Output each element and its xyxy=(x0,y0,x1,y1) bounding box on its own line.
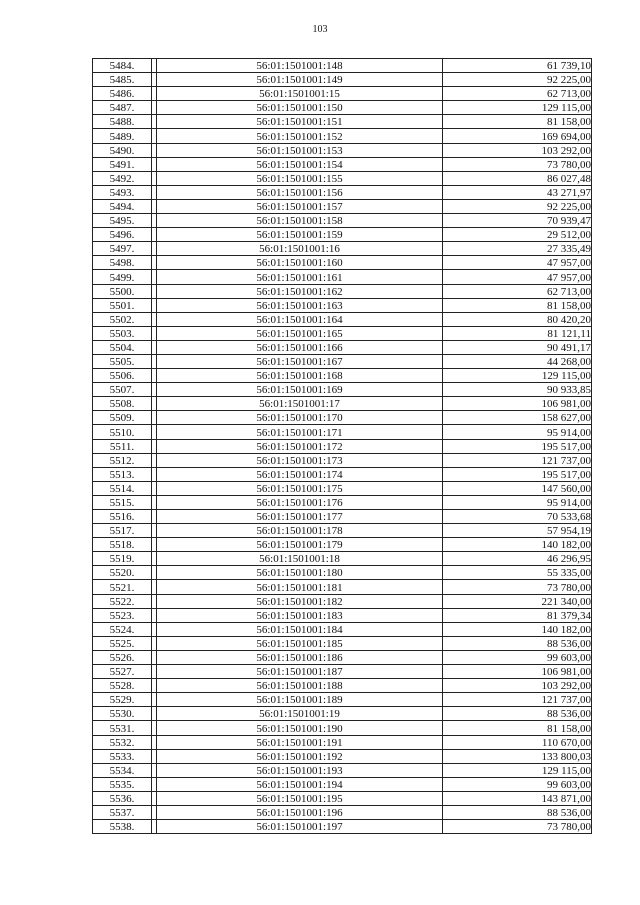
table-row xyxy=(92,678,592,692)
cadastral-value-cell: 81 158,00 xyxy=(442,720,592,734)
table-row xyxy=(92,241,592,255)
table-row xyxy=(92,509,592,523)
table-row xyxy=(92,255,592,269)
row-number-cell: 5493. xyxy=(92,185,152,199)
cadastral-number-cell: 56:01:1501001:159 xyxy=(156,227,442,241)
cadastral-number-cell: 56:01:1501001:178 xyxy=(156,523,442,537)
cadastral-value-cell: 81 158,00 xyxy=(442,298,592,312)
cadastral-value-cell: 110 670,00 xyxy=(442,735,592,749)
table-row xyxy=(92,551,592,565)
table-row xyxy=(92,777,592,791)
cadastral-number-cell: 56:01:1501001:175 xyxy=(156,481,442,495)
cadastral-value-cell: 103 292,00 xyxy=(442,143,592,157)
table-row xyxy=(92,735,592,749)
table-row xyxy=(92,100,592,114)
cadastral-value-cell: 73 780,00 xyxy=(442,819,592,834)
table-row xyxy=(92,86,592,100)
cadastral-number-cell: 56:01:1501001:197 xyxy=(156,819,442,834)
cadastral-number-cell: 56:01:1501001:17 xyxy=(156,396,442,410)
table-row xyxy=(92,157,592,171)
cadastral-number-cell: 56:01:1501001:150 xyxy=(156,100,442,114)
cadastral-value-cell: 80 420,20 xyxy=(442,312,592,326)
cadastral-number-cell: 56:01:1501001:158 xyxy=(156,213,442,227)
cadastral-number-cell: 56:01:1501001:183 xyxy=(156,608,442,622)
row-number-cell: 5506. xyxy=(92,368,152,382)
cadastral-value-cell: 70 533,68 xyxy=(442,509,592,523)
row-number-cell: 5499. xyxy=(92,269,152,283)
table-row xyxy=(92,368,592,382)
table-row xyxy=(92,749,592,763)
cadastral-value-cell: 158 627,00 xyxy=(442,410,592,424)
row-number-cell: 5515. xyxy=(92,495,152,509)
table-row xyxy=(92,453,592,467)
cadastral-value-cell: 90 933,85 xyxy=(442,382,592,396)
cadastral-number-cell: 56:01:1501001:187 xyxy=(156,664,442,678)
table-row xyxy=(92,312,592,326)
row-number-cell: 5530. xyxy=(92,706,152,720)
row-number-cell: 5532. xyxy=(92,735,152,749)
cadastral-number-cell: 56:01:1501001:181 xyxy=(156,579,442,593)
row-number-cell: 5507. xyxy=(92,382,152,396)
cadastral-number-cell: 56:01:1501001:163 xyxy=(156,298,442,312)
cadastral-value-cell: 106 981,00 xyxy=(442,664,592,678)
row-number-cell: 5522. xyxy=(92,594,152,608)
cadastral-number-cell: 56:01:1501001:160 xyxy=(156,255,442,269)
cadastral-number-cell: 56:01:1501001:171 xyxy=(156,424,442,438)
cadastral-value-cell: 88 536,00 xyxy=(442,636,592,650)
cadastral-number-cell: 56:01:1501001:179 xyxy=(156,537,442,551)
cadastral-number-cell: 56:01:1501001:185 xyxy=(156,636,442,650)
cadastral-number-cell: 56:01:1501001:192 xyxy=(156,749,442,763)
row-number-cell: 5495. xyxy=(92,213,152,227)
table-row xyxy=(92,763,592,777)
cadastral-value-cell: 81 158,00 xyxy=(442,114,592,128)
cadastral-value-cell: 73 780,00 xyxy=(442,157,592,171)
cadastral-number-cell: 56:01:1501001:166 xyxy=(156,340,442,354)
cadastral-number-cell: 56:01:1501001:194 xyxy=(156,777,442,791)
cadastral-number-cell: 56:01:1501001:191 xyxy=(156,735,442,749)
table-row xyxy=(92,424,592,438)
cadastral-value-cell: 44 268,00 xyxy=(442,354,592,368)
row-number-cell: 5504. xyxy=(92,340,152,354)
page-number: 103 xyxy=(312,24,328,35)
table-row xyxy=(92,213,592,227)
cadastral-value-cell: 129 115,00 xyxy=(442,368,592,382)
cadastral-value-cell: 129 115,00 xyxy=(442,100,592,114)
cadastral-value-cell: 27 335,49 xyxy=(442,241,592,255)
cadastral-number-cell: 56:01:1501001:195 xyxy=(156,791,442,805)
table-row xyxy=(92,495,592,509)
table-row xyxy=(92,664,592,678)
cadastral-number-cell: 56:01:1501001:165 xyxy=(156,326,442,340)
row-number-cell: 5512. xyxy=(92,453,152,467)
cadastral-number-cell: 56:01:1501001:172 xyxy=(156,439,442,453)
cadastral-number-cell: 56:01:1501001:18 xyxy=(156,551,442,565)
row-number-cell: 5490. xyxy=(92,143,152,157)
table-row xyxy=(92,537,592,551)
row-number-cell: 5500. xyxy=(92,284,152,298)
cadastral-value-cell: 29 512,00 xyxy=(442,227,592,241)
cadastral-number-cell: 56:01:1501001:173 xyxy=(156,453,442,467)
row-number-cell: 5494. xyxy=(92,199,152,213)
row-number-cell: 5537. xyxy=(92,805,152,819)
cadastral-number-cell: 56:01:1501001:170 xyxy=(156,410,442,424)
table-row xyxy=(92,382,592,396)
table-row xyxy=(92,622,592,636)
cadastral-value-cell: 169 694,00 xyxy=(442,128,592,142)
row-number-cell: 5534. xyxy=(92,763,152,777)
row-number-cell: 5524. xyxy=(92,622,152,636)
cadastral-value-cell: 70 939,47 xyxy=(442,213,592,227)
cadastral-value-cell: 143 871,00 xyxy=(442,791,592,805)
cadastral-value-cell: 81 379,34 xyxy=(442,608,592,622)
table-row xyxy=(92,594,592,608)
cadastral-value-cell: 86 027,48 xyxy=(442,171,592,185)
table-row xyxy=(92,523,592,537)
row-number-cell: 5484. xyxy=(92,58,152,72)
cadastral-number-cell: 56:01:1501001:148 xyxy=(156,58,442,72)
row-number-cell: 5538. xyxy=(92,819,152,834)
cadastral-value-cell: 47 957,00 xyxy=(442,255,592,269)
row-number-cell: 5516. xyxy=(92,509,152,523)
cadastral-number-cell: 56:01:1501001:193 xyxy=(156,763,442,777)
row-number-cell: 5501. xyxy=(92,298,152,312)
cadastral-value-cell: 57 954,19 xyxy=(442,523,592,537)
table-row xyxy=(92,269,592,283)
cadastral-number-cell: 56:01:1501001:189 xyxy=(156,692,442,706)
table-row xyxy=(92,579,592,593)
cadastral-number-cell: 56:01:1501001:190 xyxy=(156,720,442,734)
table-row xyxy=(92,819,592,834)
table-row xyxy=(92,114,592,128)
row-number-cell: 5525. xyxy=(92,636,152,650)
row-number-cell: 5508. xyxy=(92,396,152,410)
table-row xyxy=(92,72,592,86)
table-row xyxy=(92,284,592,298)
row-number-cell: 5491. xyxy=(92,157,152,171)
table-row xyxy=(92,439,592,453)
row-number-cell: 5487. xyxy=(92,100,152,114)
table-row xyxy=(92,565,592,579)
row-number-cell: 5503. xyxy=(92,326,152,340)
row-number-cell: 5496. xyxy=(92,227,152,241)
row-number-cell: 5518. xyxy=(92,537,152,551)
cadastral-number-cell: 56:01:1501001:174 xyxy=(156,467,442,481)
row-number-cell: 5535. xyxy=(92,777,152,791)
table-row xyxy=(92,650,592,664)
cadastral-number-cell: 56:01:1501001:19 xyxy=(156,706,442,720)
cadastral-value-cell: 221 340,00 xyxy=(442,594,592,608)
table-row xyxy=(92,410,592,424)
cadastral-value-cell: 92 225,00 xyxy=(442,72,592,86)
cadastral-value-table xyxy=(92,58,592,834)
cadastral-number-cell: 56:01:1501001:16 xyxy=(156,241,442,255)
cadastral-value-cell: 55 335,00 xyxy=(442,565,592,579)
row-number-cell: 5527. xyxy=(92,664,152,678)
cadastral-value-cell: 106 981,00 xyxy=(442,396,592,410)
row-number-cell: 5536. xyxy=(92,791,152,805)
table-row xyxy=(92,608,592,622)
table-row xyxy=(92,58,592,72)
row-number-cell: 5529. xyxy=(92,692,152,706)
table-row xyxy=(92,185,592,199)
cadastral-number-cell: 56:01:1501001:167 xyxy=(156,354,442,368)
row-number-cell: 5523. xyxy=(92,608,152,622)
row-number-cell: 5514. xyxy=(92,481,152,495)
row-number-cell: 5492. xyxy=(92,171,152,185)
table-row xyxy=(92,128,592,142)
table-row xyxy=(92,143,592,157)
cadastral-number-cell: 56:01:1501001:155 xyxy=(156,171,442,185)
cadastral-value-cell: 47 957,00 xyxy=(442,269,592,283)
table-row xyxy=(92,298,592,312)
cadastral-value-cell: 129 115,00 xyxy=(442,763,592,777)
table-row xyxy=(92,199,592,213)
cadastral-number-cell: 56:01:1501001:184 xyxy=(156,622,442,636)
cadastral-number-cell: 56:01:1501001:180 xyxy=(156,565,442,579)
cadastral-value-cell: 46 296,95 xyxy=(442,551,592,565)
row-number-cell: 5511. xyxy=(92,439,152,453)
cadastral-value-cell: 73 780,00 xyxy=(442,579,592,593)
cadastral-number-cell: 56:01:1501001:196 xyxy=(156,805,442,819)
row-number-cell: 5520. xyxy=(92,565,152,579)
table-row xyxy=(92,636,592,650)
cadastral-value-cell: 95 914,00 xyxy=(442,495,592,509)
cadastral-number-cell: 56:01:1501001:149 xyxy=(156,72,442,86)
cadastral-value-cell: 90 491,17 xyxy=(442,340,592,354)
cadastral-value-cell: 133 800,03 xyxy=(442,749,592,763)
table-row xyxy=(92,692,592,706)
row-number-cell: 5528. xyxy=(92,678,152,692)
row-number-cell: 5502. xyxy=(92,312,152,326)
cadastral-number-cell: 56:01:1501001:177 xyxy=(156,509,442,523)
cadastral-value-cell: 140 182,00 xyxy=(442,537,592,551)
row-number-cell: 5513. xyxy=(92,467,152,481)
cadastral-number-cell: 56:01:1501001:15 xyxy=(156,86,442,100)
row-number-cell: 5531. xyxy=(92,720,152,734)
cadastral-value-cell: 62 713,00 xyxy=(442,284,592,298)
cadastral-value-cell: 62 713,00 xyxy=(442,86,592,100)
cadastral-value-cell: 81 121,11 xyxy=(442,326,592,340)
row-number-cell: 5488. xyxy=(92,114,152,128)
cadastral-value-cell: 88 536,00 xyxy=(442,706,592,720)
table-body xyxy=(92,58,592,834)
row-number-cell: 5486. xyxy=(92,86,152,100)
cadastral-number-cell: 56:01:1501001:168 xyxy=(156,368,442,382)
cadastral-number-cell: 56:01:1501001:164 xyxy=(156,312,442,326)
cadastral-number-cell: 56:01:1501001:156 xyxy=(156,185,442,199)
table-row xyxy=(92,326,592,340)
cadastral-value-cell: 195 517,00 xyxy=(442,439,592,453)
row-number-cell: 5526. xyxy=(92,650,152,664)
cadastral-value-cell: 61 739,10 xyxy=(442,58,592,72)
table-row xyxy=(92,481,592,495)
cadastral-value-cell: 95 914,00 xyxy=(442,424,592,438)
cadastral-number-cell: 56:01:1501001:153 xyxy=(156,143,442,157)
table-row xyxy=(92,171,592,185)
table-row xyxy=(92,467,592,481)
row-number-cell: 5489. xyxy=(92,128,152,142)
cadastral-value-cell: 195 517,00 xyxy=(442,467,592,481)
cadastral-number-cell: 56:01:1501001:182 xyxy=(156,594,442,608)
cadastral-value-cell: 92 225,00 xyxy=(442,199,592,213)
table-row xyxy=(92,227,592,241)
row-number-cell: 5533. xyxy=(92,749,152,763)
row-number-cell: 5485. xyxy=(92,72,152,86)
cadastral-number-cell: 56:01:1501001:154 xyxy=(156,157,442,171)
table-row xyxy=(92,706,592,720)
cadastral-number-cell: 56:01:1501001:161 xyxy=(156,269,442,283)
row-number-cell: 5510. xyxy=(92,424,152,438)
cadastral-value-cell: 99 603,00 xyxy=(442,777,592,791)
cadastral-number-cell: 56:01:1501001:162 xyxy=(156,284,442,298)
cadastral-value-cell: 121 737,00 xyxy=(442,453,592,467)
cadastral-value-cell: 99 603,00 xyxy=(442,650,592,664)
cadastral-number-cell: 56:01:1501001:157 xyxy=(156,199,442,213)
cadastral-number-cell: 56:01:1501001:152 xyxy=(156,128,442,142)
cadastral-value-cell: 88 536,00 xyxy=(442,805,592,819)
cadastral-value-cell: 147 560,00 xyxy=(442,481,592,495)
table-row xyxy=(92,340,592,354)
cadastral-value-cell: 140 182,00 xyxy=(442,622,592,636)
cadastral-number-cell: 56:01:1501001:188 xyxy=(156,678,442,692)
row-number-cell: 5521. xyxy=(92,579,152,593)
cadastral-number-cell: 56:01:1501001:186 xyxy=(156,650,442,664)
table-row xyxy=(92,396,592,410)
cadastral-value-cell: 103 292,00 xyxy=(442,678,592,692)
table-row xyxy=(92,354,592,368)
row-number-cell: 5498. xyxy=(92,255,152,269)
cadastral-number-cell: 56:01:1501001:169 xyxy=(156,382,442,396)
row-number-cell: 5509. xyxy=(92,410,152,424)
cadastral-value-cell: 121 737,00 xyxy=(442,692,592,706)
cadastral-number-cell: 56:01:1501001:151 xyxy=(156,114,442,128)
row-number-cell: 5517. xyxy=(92,523,152,537)
table-row xyxy=(92,805,592,819)
row-number-cell: 5497. xyxy=(92,241,152,255)
row-number-cell: 5519. xyxy=(92,551,152,565)
cadastral-number-cell: 56:01:1501001:176 xyxy=(156,495,442,509)
table-row xyxy=(92,791,592,805)
row-number-cell: 5505. xyxy=(92,354,152,368)
table-row xyxy=(92,720,592,734)
cadastral-value-cell: 43 271,97 xyxy=(442,185,592,199)
